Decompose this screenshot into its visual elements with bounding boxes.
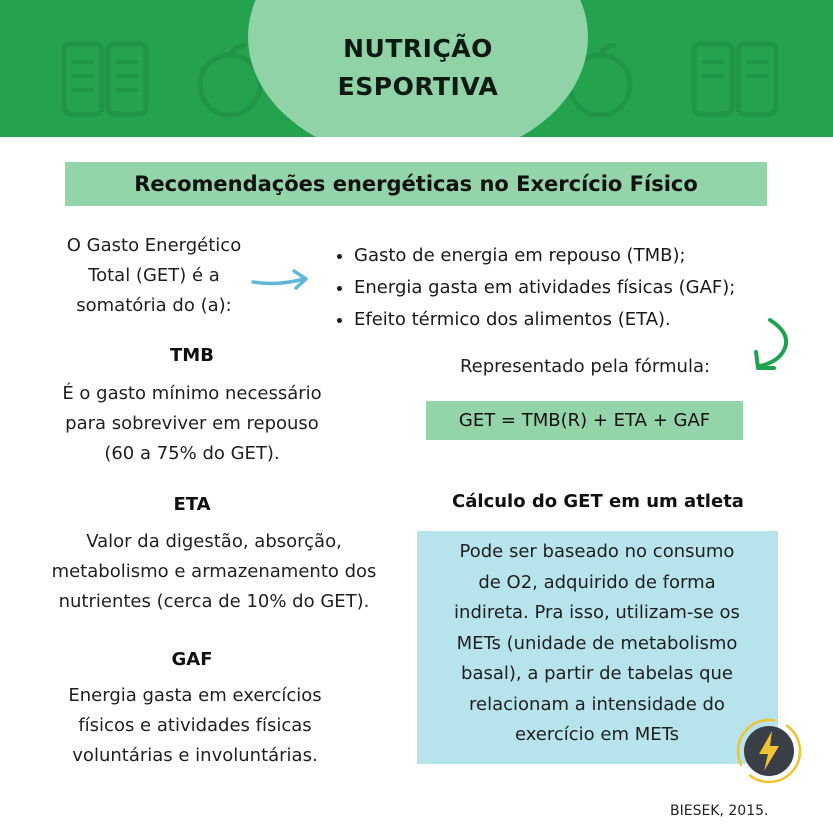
tmb-line: para sobreviver em repouso (65, 413, 319, 434)
gaf-description (40, 681, 350, 771)
athlete-line: basal), a partir de tabelas que (461, 663, 733, 684)
gaf-line: Energia gasta em exercícios (68, 685, 322, 706)
tmb-line: (60 a 75% do GET). (104, 443, 280, 464)
eta-description (22, 527, 406, 617)
list-item: • Gasto de energia em repouso (TMB); (354, 240, 735, 272)
list-item: • Energia gasta em atividades físicas (GAF); (354, 272, 735, 304)
formula-box: GET = TMB(R) + ETA + GAF (426, 401, 743, 440)
athlete-line: Pode ser baseado no consumo (459, 541, 735, 562)
tmb-line: É o gasto mínimo necessário (62, 383, 322, 404)
tmb-description (42, 379, 342, 469)
athlete-line: de O2, adquirido de forma (478, 571, 716, 593)
tmb-heading: TMB (170, 345, 214, 366)
get-intro-line: somatória do (a): (76, 295, 232, 316)
gaf-line: físicos e atividades físicas (78, 715, 312, 736)
athlete-heading: Cálculo do GET em um atleta (452, 491, 744, 512)
book-icon-right (690, 38, 780, 120)
book-icon (60, 38, 150, 120)
get-intro-line: O Gasto Energético (66, 235, 242, 256)
header-band (0, 0, 833, 137)
get-components-list (330, 240, 735, 336)
eta-line: Valor da digestão, absorção, (86, 531, 342, 552)
page-title-line1: NUTRIÇÃO (343, 34, 493, 63)
athlete-line: relacionam a intensidade do (469, 693, 725, 715)
gaf-heading: GAF (171, 649, 213, 670)
eta-heading: ETA (173, 494, 211, 515)
gaf-line: voluntárias e involuntárias. (72, 745, 318, 766)
eta-line: metabolismo e armazenamento dos (51, 561, 377, 582)
arrow-right-icon (250, 266, 312, 292)
page-title (248, 30, 588, 106)
source-credit: BIESEK, 2015. (670, 803, 769, 819)
page-title-line2: ESPORTIVA (337, 72, 499, 101)
get-intro-line: Total (GET) é a (88, 265, 220, 286)
curved-arrow-down-icon (748, 316, 796, 374)
athlete-line: exercício em METs (514, 724, 680, 745)
athlete-line: indireta. Pra isso, utilizam-se os (454, 602, 740, 623)
section-banner: Recomendações energéticas no Exercício Físico (65, 162, 767, 206)
list-item: • Efeito térmico dos alimentos (ETA). (354, 304, 735, 336)
get-intro (40, 231, 268, 321)
formula-label: Representado pela fórmula: (459, 356, 711, 377)
athlete-line: METs (unidade de metabolismo (456, 632, 738, 654)
athlete-description (424, 537, 770, 751)
energy-badge-icon (735, 717, 803, 785)
eta-line: nutrientes (cerca de 10% do GET). (58, 591, 370, 612)
